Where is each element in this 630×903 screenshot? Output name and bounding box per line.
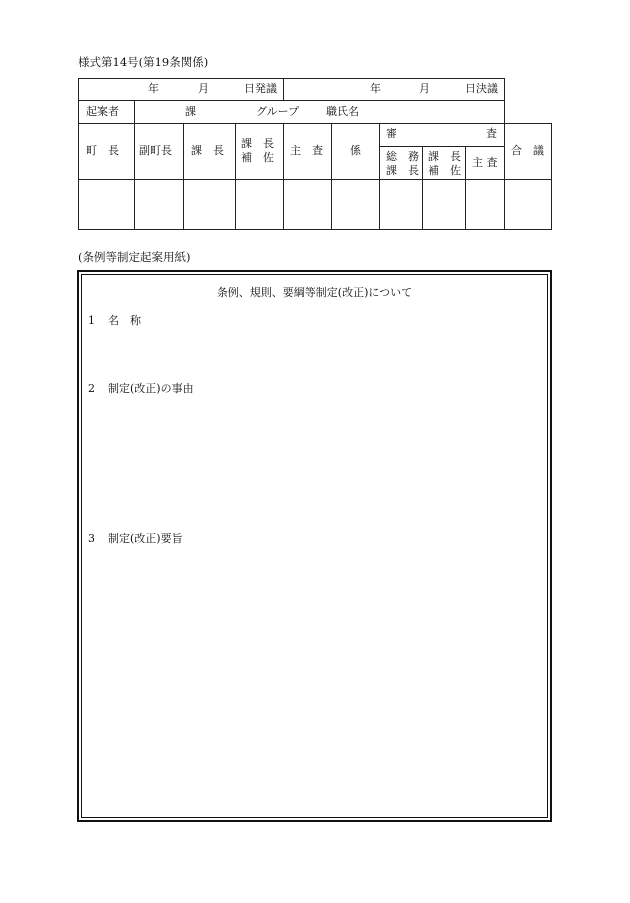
document-title: 条例、規則、要綱等制定(改正)について xyxy=(216,286,413,299)
section-chief-header: 課 長 xyxy=(191,144,224,157)
chief-seal-cell[interactable] xyxy=(284,180,331,229)
review-header-end: 査 xyxy=(486,127,497,140)
item-1-number: 1 xyxy=(88,314,95,327)
table-border-right xyxy=(551,123,552,230)
review-divider xyxy=(379,146,505,147)
form-number-label: 様式第14号(第19条関係) xyxy=(78,55,209,69)
proposal-month-label: 月 xyxy=(198,82,209,95)
review-chief-seal-cell[interactable] xyxy=(466,180,504,229)
mayor-seal-cell[interactable] xyxy=(79,180,134,229)
section-chief-seal-cell[interactable] xyxy=(184,180,235,229)
chief-header: 主 査 xyxy=(290,144,323,157)
item-3-label: 制定(改正)要旨 xyxy=(108,532,183,545)
table-col-divider xyxy=(283,78,284,100)
item-1-content-area[interactable] xyxy=(108,332,538,372)
decision-year-label: 年 xyxy=(370,82,381,95)
table-border-bottom xyxy=(78,229,552,230)
consultation-seal-cell[interactable] xyxy=(505,180,551,229)
position-name-label: 職氏名 xyxy=(326,105,359,118)
assistant-chief-seal-cell[interactable] xyxy=(236,180,283,229)
assistant-chief-line1: 課 長 xyxy=(241,137,274,150)
paper-type-label: (条例等制定起案用紙) xyxy=(78,250,191,264)
review-header: 審 xyxy=(386,127,397,140)
table-row-divider xyxy=(78,100,505,101)
general-affairs-chief-header xyxy=(386,150,419,178)
review-chief-header: 主 査 xyxy=(472,156,498,169)
decision-day-label: 日決議 xyxy=(465,82,498,95)
staff-seal-cell[interactable] xyxy=(332,180,379,229)
mayor-header: 町 長 xyxy=(86,144,119,157)
item-2-label: 制定(改正)の事由 xyxy=(108,382,194,395)
decision-month-label: 月 xyxy=(419,82,430,95)
section-label: 課 xyxy=(185,105,196,118)
item-2-content-area[interactable] xyxy=(108,400,538,520)
staff-header: 係 xyxy=(350,144,361,157)
general-affairs-seal-cell[interactable] xyxy=(380,180,422,229)
item-3-content-area[interactable] xyxy=(108,550,538,805)
general-affairs-line1: 総 務 xyxy=(386,150,419,163)
item-3-number: 3 xyxy=(88,532,95,545)
item-1-label: 名 称 xyxy=(108,314,141,327)
item-2-number: 2 xyxy=(88,382,95,395)
general-affairs-line2: 課 長 xyxy=(386,164,419,177)
deputy-mayor-seal-cell[interactable] xyxy=(135,180,183,229)
review-assistant-line2: 補 佐 xyxy=(428,164,461,177)
proposal-day-label: 日発議 xyxy=(244,82,277,95)
assistant-chief-header xyxy=(241,137,274,165)
review-assistant-line1: 課 長 xyxy=(428,150,461,163)
group-label: グループ xyxy=(256,105,300,118)
consultation-header: 合 議 xyxy=(511,144,544,157)
review-assistant-chief-header xyxy=(428,150,461,178)
drafter-label: 起案者 xyxy=(86,105,119,118)
assistant-chief-line2: 補 佐 xyxy=(241,151,274,164)
deputy-mayor-header: 副町長 xyxy=(139,144,172,157)
review-assistant-seal-cell[interactable] xyxy=(423,180,465,229)
table-border-top xyxy=(78,78,505,79)
proposal-year-label: 年 xyxy=(148,82,159,95)
table-row-divider xyxy=(78,123,552,124)
